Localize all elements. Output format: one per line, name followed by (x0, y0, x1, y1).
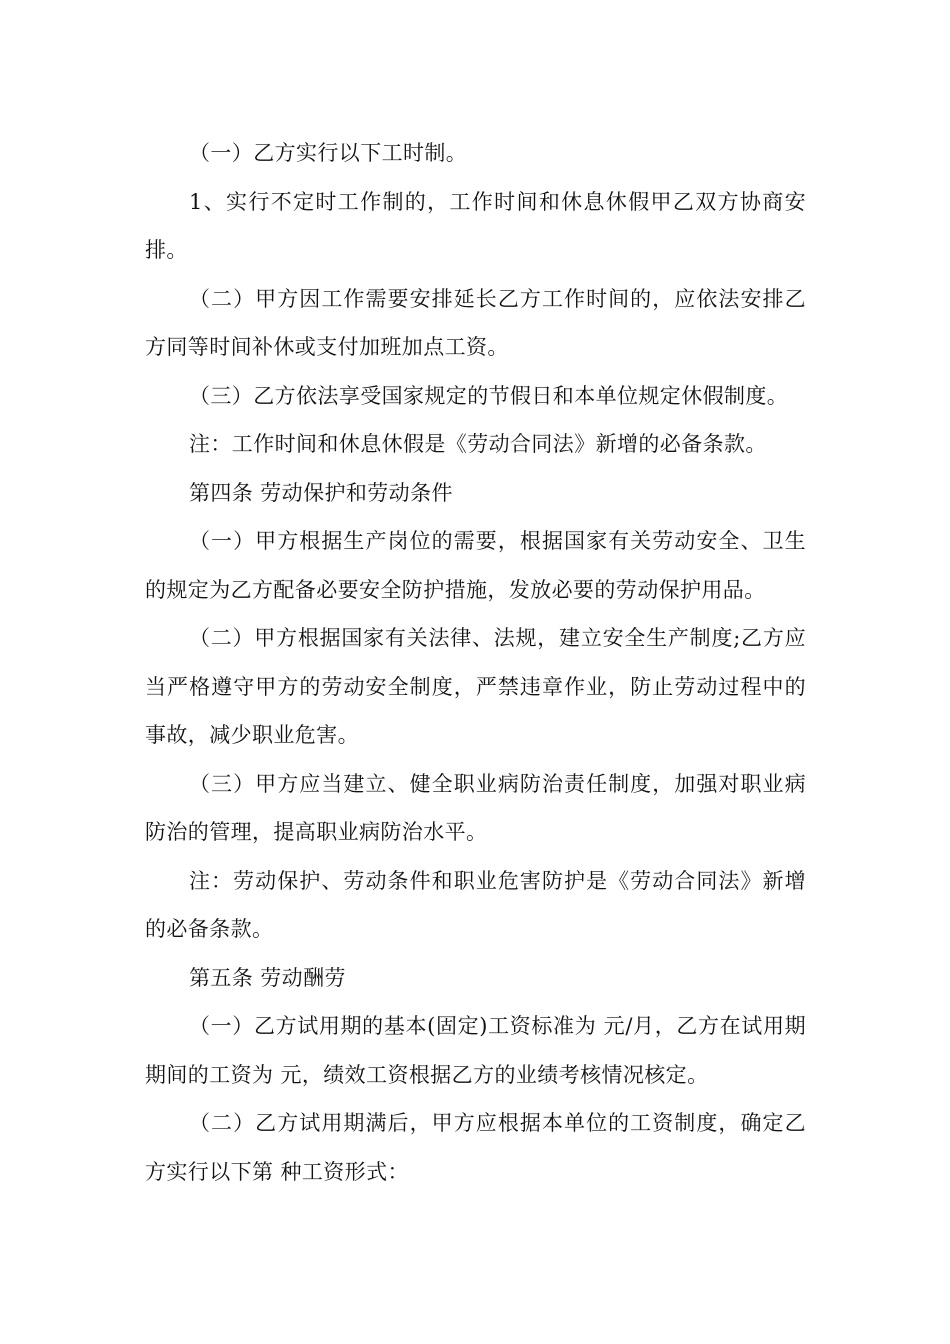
document-body (145, 129, 806, 1196)
paragraph-note-working-time: 注：工作时间和休息休假是《劳动合同法》新增的必备条款。 (189, 432, 767, 456)
paragraph-flexible-hours: 1、实行不定时工作制的，工作时间和休息休假甲乙双方协商安排。 (145, 189, 806, 262)
paragraph-probation-salary: （一）乙方试用期的基本(固定)工资标准为 元/月，乙方在试用期期间的工资为 元，绩效工资根据乙方的业绩考核情况核定。 (145, 1014, 806, 1087)
paragraph-safety-system: （二）甲方根据国家有关法律、法规，建立安全生产制度;乙方应当严格遵守甲方的劳动安全制度，严禁违章作业，防止劳动过程中的事故，减少职业危害。 (145, 626, 806, 747)
paragraph-salary-form: （二）乙方试用期满后，甲方应根据本单位的工资制度，确定乙方实行以下第 种工资形式： (145, 1111, 806, 1184)
paragraph-note-labor-protection: 注：劳动保护、劳动条件和职业危害防护是《劳动合同法》新增的必备条款。 (145, 868, 806, 941)
paragraph-overtime: （二）甲方因工作需要安排延长乙方工作时间的，应依法安排乙方同等时间补休或支付加班加点工资。 (145, 286, 806, 359)
paragraph-protection-equipment: （一）甲方根据生产岗位的需要，根据国家有关劳动安全、卫生的规定为乙方配备必要安全防护措施，发放必要的劳动保护用品。 (145, 529, 806, 602)
paragraph-working-hours-system: （一）乙方实行以下工时制。 (189, 141, 468, 165)
section-heading-article-4: 第四条 劳动保护和劳动条件 (189, 480, 453, 505)
paragraph-holidays: （三）乙方依法享受国家规定的节假日和本单位规定休假制度。 (189, 383, 789, 408)
section-heading-article-5: 第五条 劳动酬劳 (189, 965, 346, 990)
paragraph-occupational-disease: （三）甲方应当建立、健全职业病防治责任制度，加强对职业病防治的管理，提高职业病防治水平。 (145, 771, 806, 844)
